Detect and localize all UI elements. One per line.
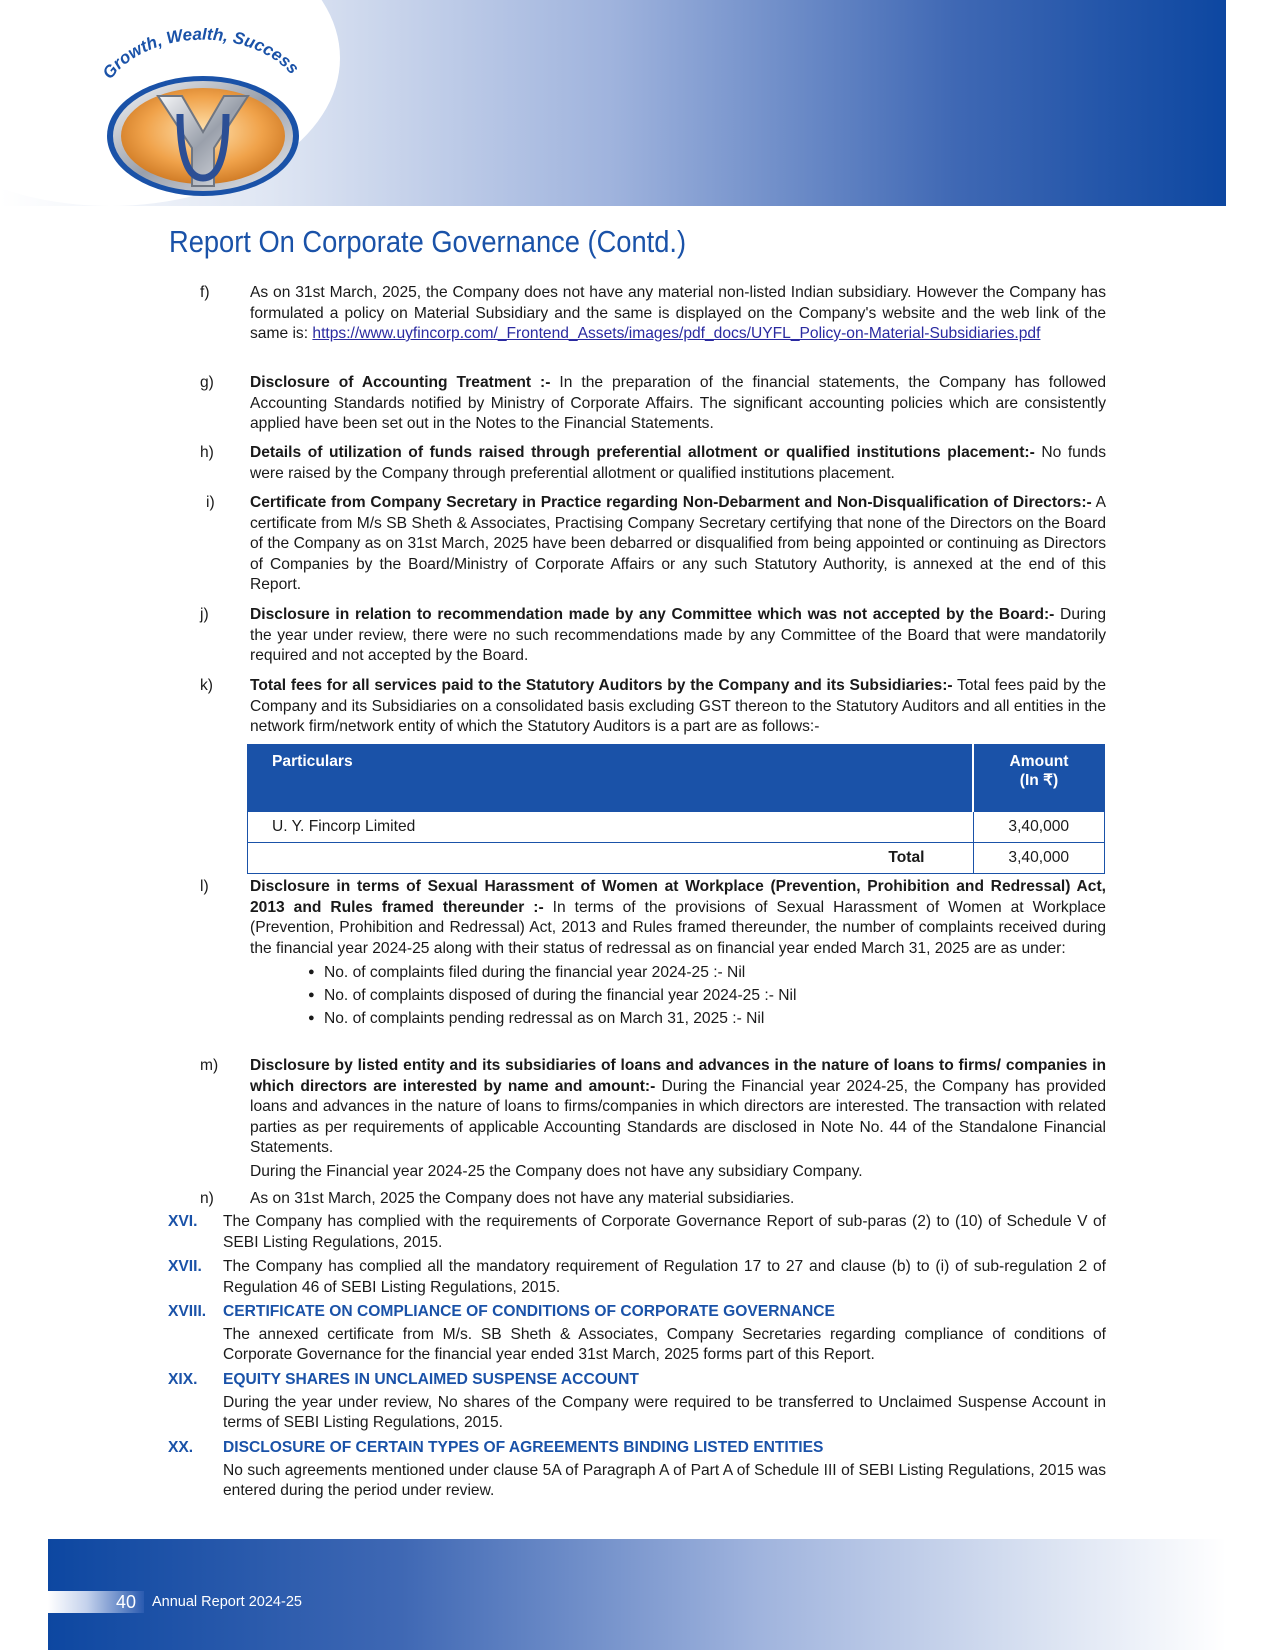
item-j-heading: Disclosure in relation to recommendation made by any Committee which was not accepted by the Board:- (250, 606, 1055, 623)
amount-header-unit: (In ₹) (1019, 772, 1059, 789)
item-l-heading: Disclosure in terms of Sexual Harassment of Women at Workplace (Prevention, Prohibition and Redressal) Act, 2013 and Rules framed thereunder :- (250, 878, 1106, 916)
section-marker: XVII. (168, 1258, 202, 1275)
logo-tagline: Growth, Wealth, Success (98, 28, 303, 83)
item-marker: i) (206, 494, 215, 511)
item-l (200, 877, 1106, 1030)
complaints-list (250, 961, 1106, 1030)
section-xix (168, 1370, 1106, 1434)
item-f-text: As on 31st March, 2025, the Company does not have any material non-listed Indian subsidiary. However the Company has formulated a policy on Material Subsidiary and the same is displayed on the Company's website and the web link of the same is: (250, 284, 1106, 342)
item-h-heading: Details of utilization of funds raised through preferential allotment or qualified institutions placement:- (250, 444, 1035, 461)
list-item: ● No. of complaints filed during the financial year 2024-25 :- Nil (308, 961, 1106, 984)
item-marker: k) (200, 677, 213, 694)
section-xvii (168, 1257, 1106, 1298)
section-marker: XX. (168, 1439, 194, 1456)
item-j-text: During the year under review, there were no such recommendations made by any Committee of the Board that were mandatorily required and not accepted by the Board. (250, 606, 1106, 664)
section-xx-heading: DISCLOSURE OF CERTAIN TYPES OF AGREEMENTS BINDING LISTED ENTITIES (223, 1439, 824, 1456)
item-h (200, 443, 1106, 484)
total-amount: 3,40,000 (973, 843, 1105, 874)
item-g (200, 373, 1106, 435)
table-row (248, 812, 1105, 843)
section-xvii-text: The Company has complied all the mandatory requirement of Regulation 17 to 27 and clause (b) to (i) of sub-regulation 2 of Regulation 46 of SEBI Listing Regulations, 2015. (223, 1258, 1106, 1296)
item-j (200, 605, 1106, 667)
column-header-particulars: Particulars (248, 745, 974, 812)
section-xviii-text: The annexed certificate from M/s. SB Sheth & Associates, Company Secretaries regarding compliance of conditions of Corporate Governance for the financial year ended 31st March, 2025 forms part of this Report. (223, 1325, 1106, 1363)
total-label: Total (248, 843, 974, 874)
item-marker: m) (200, 1057, 219, 1074)
item-marker: n) (200, 1190, 214, 1207)
item-marker: g) (200, 374, 214, 391)
item-k-heading: Total fees for all services paid to the Statutory Auditors by the Company and its Subsidiaries:- (250, 677, 953, 694)
table-total-row (248, 843, 1105, 874)
auditor-fees-table (247, 744, 1105, 874)
table-header-row (248, 745, 1105, 812)
section-xvi-text: The Company has complied with the requirements of Corporate Governance Report of sub-paras (2) to (10) of Schedule V of SEBI Listing Regulations, 2015. (223, 1213, 1106, 1251)
particulars-cell: U. Y. Fincorp Limited (248, 812, 974, 843)
company-logo (96, 28, 310, 200)
section-xviii-heading: CERTIFICATE ON COMPLIANCE OF CONDITIONS OF CORPORATE GOVERNANCE (223, 1303, 835, 1320)
item-m-text2: During the Financial year 2024-25 the Company does not have any subsidiary Company. (250, 1162, 863, 1180)
amount-cell: 3,40,000 (973, 812, 1105, 843)
page-number: 40 (116, 1592, 137, 1612)
section-marker: XVIII. (168, 1303, 207, 1320)
material-subsidiary-policy-link[interactable]: https://www.uyfincorp.com/_Frontend_Assets/images/pdf_docs/UYFL_Policy-on-Material-Subsidiaries.pdf (312, 325, 1041, 342)
item-m-text: During the Financial year 2024-25, the Company has provided loans and advances in the nature of loans to firms/companies in which directors are interested. The transaction with related parties as per requirements of applicable Accounting Standards are disclosed in Note No. 44 of the Standalone Financial Statements. (250, 1077, 1106, 1156)
item-k-text: Total fees paid by the Company and its Subsidiaries on a consolidated basis excluding GST thereon to the Statutory Auditors and all entities in the network firm/network entity of which the Statutory Auditors is a part are as follows:- (250, 677, 1107, 735)
item-g-text: In the preparation of the financial statements, the Company has followed Accounting Standards notified by Ministry of Corporate Affairs. The significant accounting policies which are consistently applied have been set out in the Notes to the Financial Statements. (250, 374, 1107, 432)
item-f (200, 283, 1106, 345)
item-marker: f) (200, 284, 210, 301)
item-n-text: As on 31st March, 2025 the Company does not have any material subsidiaries. (250, 1190, 795, 1207)
item-i (200, 493, 1106, 596)
section-xix-heading: EQUITY SHARES IN UNCLAIMED SUSPENSE ACCOUNT (223, 1371, 639, 1388)
item-h-text: No funds were raised by the Company through preferential allotment or qualified institutions placement. (250, 444, 1106, 482)
section-marker: XIX. (168, 1371, 198, 1388)
item-i-text: A certificate from M/s SB Sheth & Associates, Practising Company Secretary certifying that none of the Directors on the Board of the Company as on 31st March, 2025 have been debarred or disqualified from being appointed or continuing as Directors of Companies by the Board/Ministry of Corporate Affairs or any such Statutory Authority, is annexed at the end of this Report. (250, 494, 1107, 593)
amount-header-label: Amount (1009, 753, 1069, 770)
item-marker: l) (200, 878, 209, 895)
list-item: ● No. of complaints pending redressal as on March 31, 2025 :- Nil (308, 1007, 1106, 1030)
item-l-text: In terms of the provisions of Sexual Harassment of Women at Workplace (Prevention, Prohibition and Redressal) Act, 2013 and Rules framed thereunder, the number of complaints received during the financial year 2024-25 along with their status of redressal as on financial year ended March 31, 2025 are as under: (250, 898, 1106, 957)
section-xvi (168, 1212, 1106, 1253)
list-item: ● No. of complaints disposed of during the financial year 2024-25 :- Nil (308, 984, 1106, 1007)
item-m-heading: Disclosure by listed entity and its subsidiaries of loans and advances in the nature of loans to firms/ companies in which directors are interested by name and amount:- (250, 1057, 1106, 1095)
item-marker: h) (200, 444, 214, 461)
section-xviii (168, 1302, 1106, 1366)
item-g-heading: Disclosure of Accounting Treatment :- (250, 374, 551, 391)
item-i-heading: Certificate from Company Secretary in Practice regarding Non-Debarment and Non-Disqualification of Directors:- (250, 494, 1092, 511)
item-k (200, 676, 1106, 738)
section-xx-text: No such agreements mentioned under clause 5A of Paragraph A of Part A of Schedule III of SEBI Listing Regulations, 2015 was entered during the period under review. (223, 1461, 1106, 1499)
page-title: Report On Corporate Governance (Contd.) (169, 224, 687, 259)
section-marker: XVI. (168, 1213, 198, 1230)
item-m (200, 1056, 1106, 1182)
section-xix-text: During the year under review, No shares of the Company were required to be transferred to Unclaimed Suspense Account in terms of SEBI Listing Regulations, 2015. (223, 1393, 1106, 1431)
item-n (200, 1189, 1106, 1210)
report-name: Annual Report 2024-25 (152, 1594, 302, 1610)
column-header-amount (973, 745, 1105, 812)
item-marker: j) (200, 606, 209, 623)
section-xx (168, 1438, 1106, 1502)
